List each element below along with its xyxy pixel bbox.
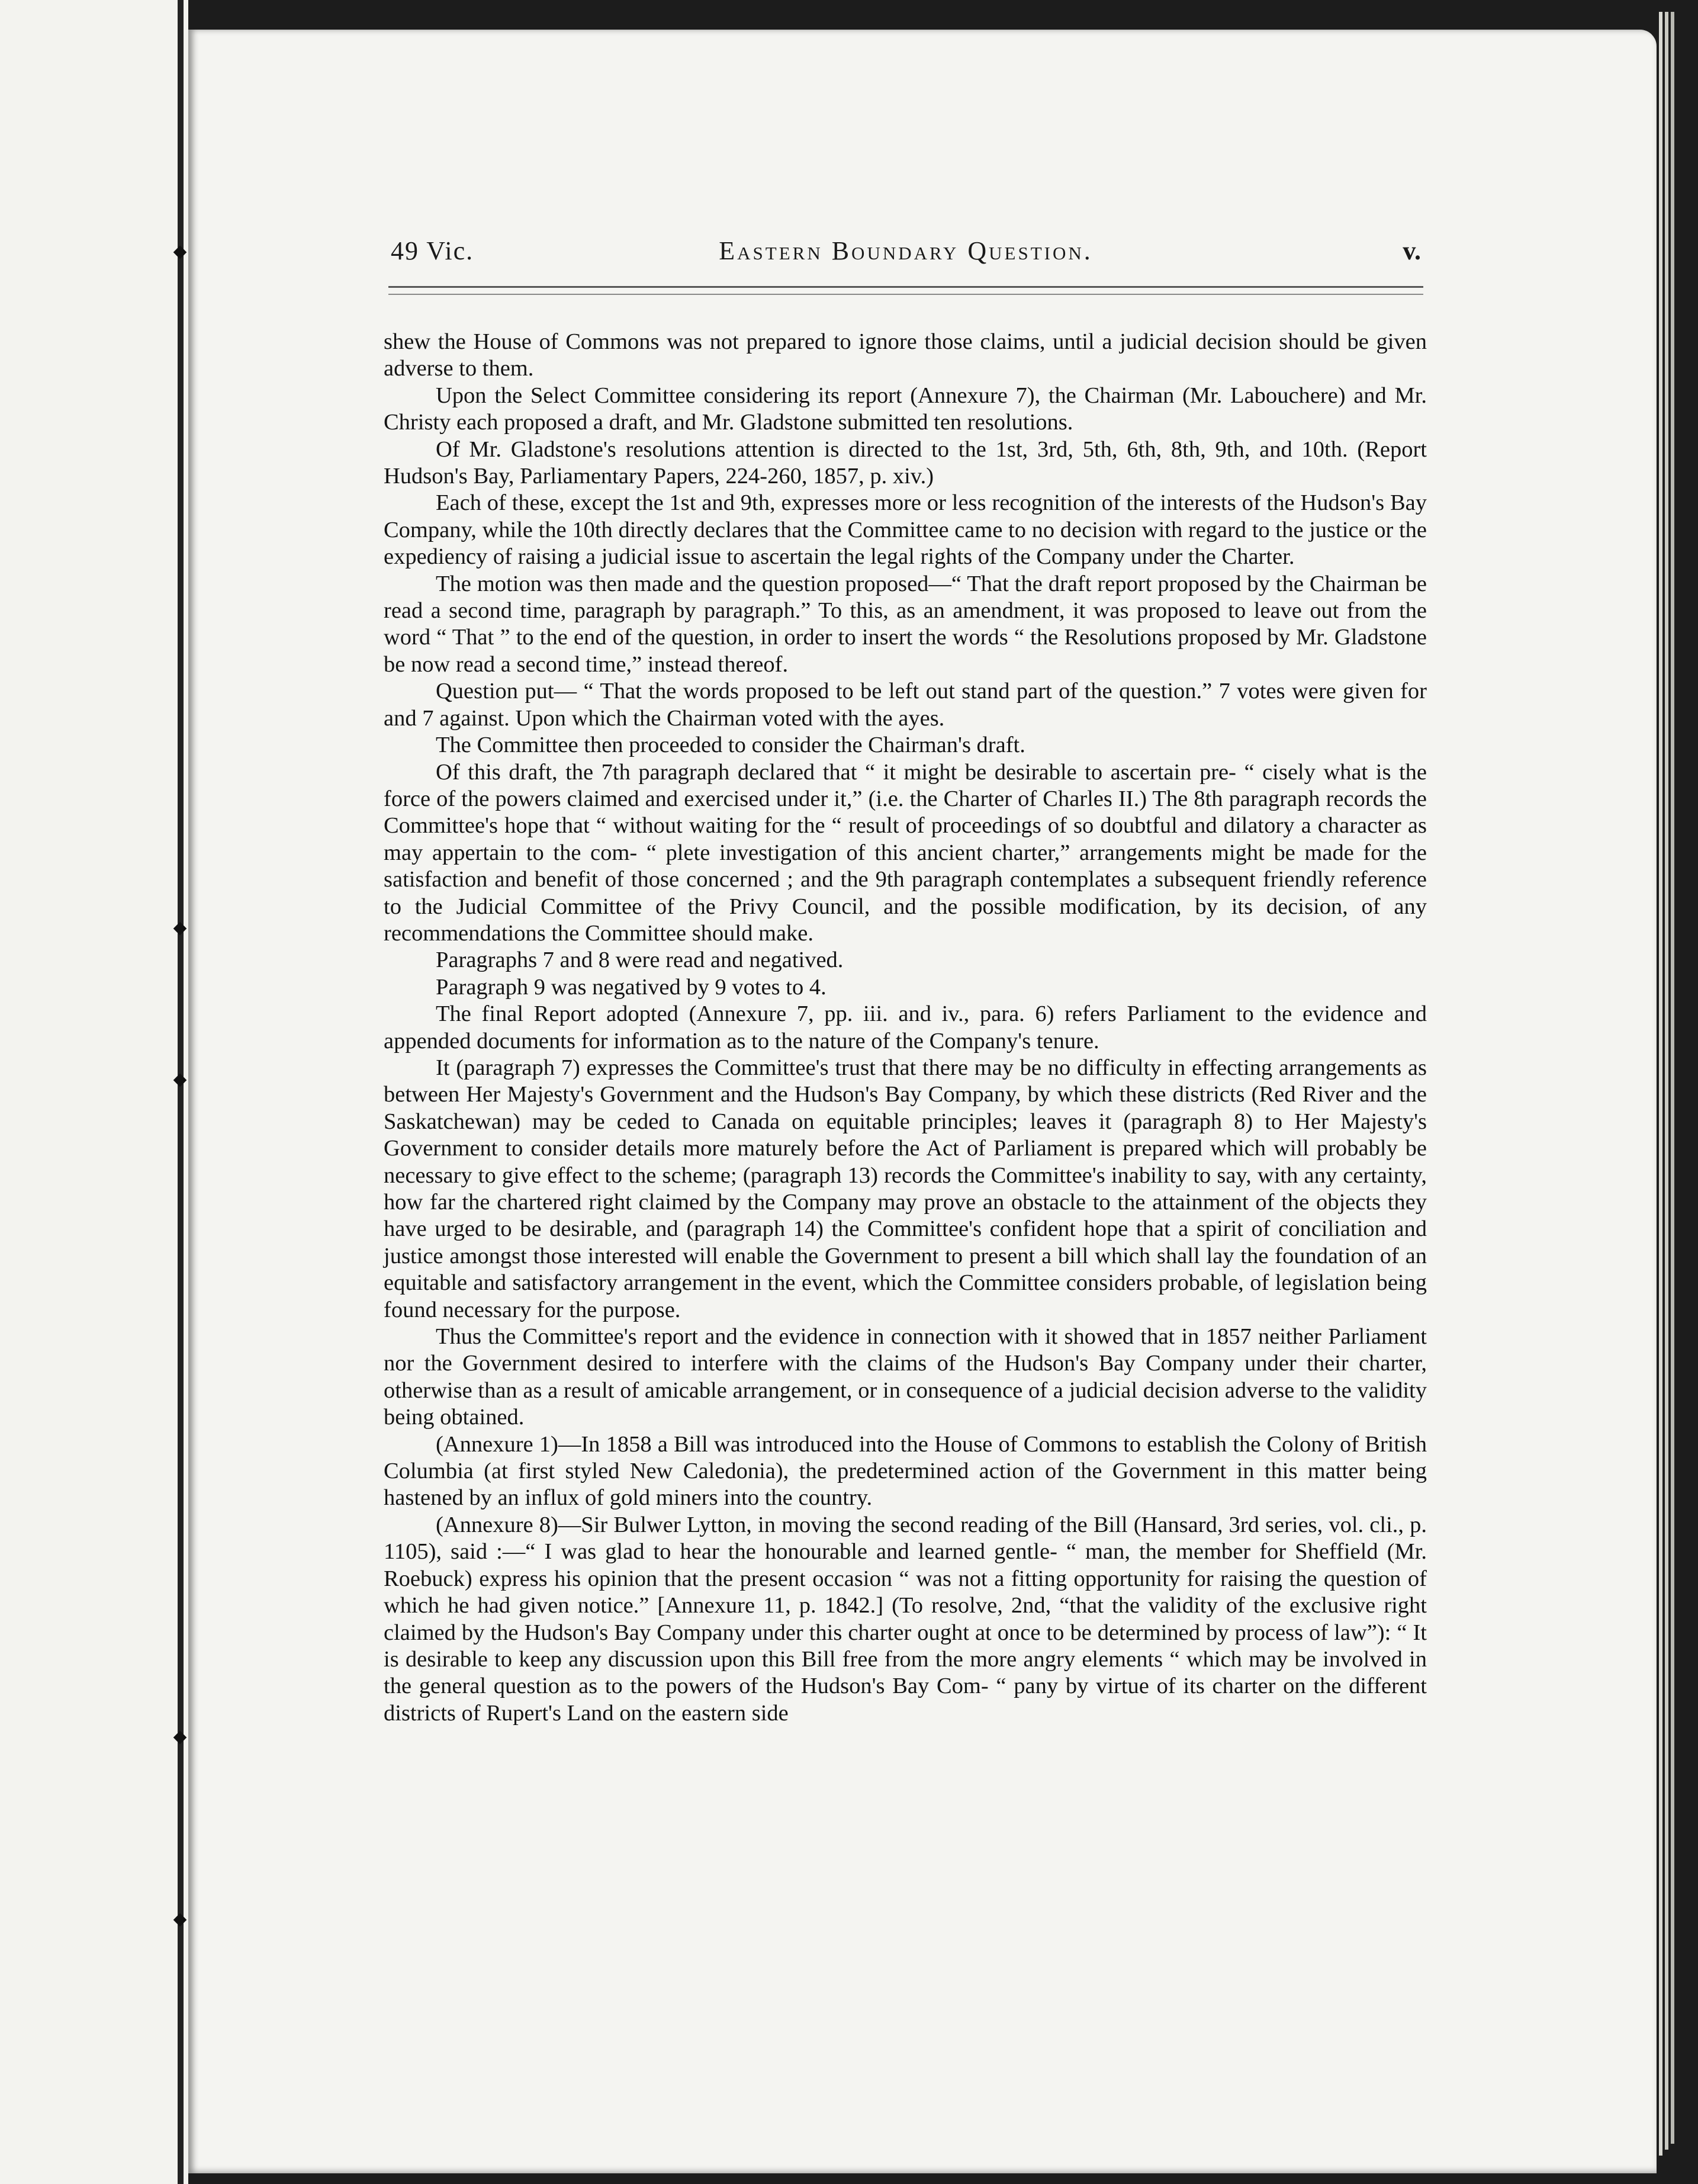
paragraph: It (paragraph 7) expresses the Committee's trust that there may be no difficulty in effecting arrangements as between Her Majesty's Government and the Hudson's Bay Company, by which these districts (Red River and the Saskatchewan) may be ceded to Canada on equitable principles; leaves it (paragraph 8) to Her Majesty's Government to consider details more maturely before the Act of Parliament is prepared which will probably be necessary to give effect to the scheme; (paragraph 13) records the Committee's inability to say, with any certainty, how far the chartered right claimed by the Company may prove an obstacle to the attainment of the objects they have urged to be desirable, and (paragraph 14) the Committee's confident hope that a spirit of conciliation and justice amongst those interested will enable the Government to present a bill which shall lay the foundation of an equitable and satisfactory arrangement in the event, which the Committee considers probable, of legislation being found necessary for the purpose.: [384, 1055, 1427, 1322]
paragraph: The final Report adopted (Annexure 7, pp. iii. and iv., para. 6) refers Parliament to the evidence and appended documents for information as to the nature of the Company's tenure.: [384, 1001, 1427, 1054]
paragraph: Upon the Select Committee considering its report (Annexure 7), the Chairman (Mr. Labouchere) and Mr. Christy each proposed a draft, and Mr. Gladstone submitted ten resolutions.: [384, 383, 1427, 435]
header-title: Eastern Boundary Question.: [719, 236, 1093, 265]
paragraph: Paragraphs 7 and 8 were read and negatived.: [436, 948, 844, 973]
page-edge: [1671, 12, 1674, 2144]
paragraph: Question put— “ That the words proposed to be left out stand part of the question.” 7 votes were given for and 7 against. Upon which the Chairman voted with the ayes.: [384, 679, 1427, 731]
header-rule: [388, 286, 1423, 288]
running-header: [391, 231, 1421, 272]
paragraph: (Annexure 8)—Sir Bulwer Lytton, in moving the second reading of the Bill (Hansard, 3rd series, vol. cli., p. 1105), said :—“ I was glad to hear the honourable and learned gentle- “ man, the member for Sheffield (Mr. Roebuck) express his opinion that the present occasion “ was not a fitting opportunity for raising the question of which he had given notice.” [Annexure 11, p. 1842.] (To resolve, 2nd, “that the validity of the exclusive right claimed by the Hudson's Bay Company under this charter ought at once to be determined by process of law”): “ It is desirable to keep any discussion upon this Bill free from the more angry elements “ which may be involved in the general question as to the powers of the Hudson's Bay Com- “ pany by virtue of its charter on the different districts of Rupert's Land on the eastern side: [384, 1512, 1427, 1726]
header-rule: [388, 294, 1423, 295]
header-page-number: v.: [1403, 236, 1421, 265]
binding-spine: [178, 0, 184, 2184]
paragraph: The motion was then made and the question proposed—“ That the draft report proposed by the Chairman be read a second time, paragraph by paragraph.” To this, as an amendment, it was proposed to leave out from the word “ That ” to the end of the question, in order to insert the words “ the Resolutions proposed by Mr. Gladstone be now read a second time,” instead thereof.: [384, 571, 1427, 677]
paragraph: The Committee then proceeded to consider the Chairman's draft.: [436, 733, 1025, 758]
page-edge: [1665, 12, 1668, 2150]
paragraph: Each of these, except the 1st and 9th, expresses more or less recognition of the interests of the Hudson's Bay Company, while the 10th directly declares that the Committee came to no decision with regard to the justice or the expediency of raising a judicial issue to ascertain the legal rights of the Company under the Charter.: [384, 490, 1427, 570]
paragraph: Of Mr. Gladstone's resolutions attention is directed to the 1st, 3rd, 5th, 6th, 8th, 9th, and 10th. (Report Hudson's Bay, Parliamentary Papers, 224-260, 1857, p. xiv.): [384, 436, 1427, 489]
paragraph: (Annexure 1)—In 1858 a Bill was introduced into the House of Commons to establish the Colony of British Columbia (at first styled New Caledonia), the predetermined action of the Government in this matter being hastened by an influx of gold miners into the country.: [384, 1431, 1427, 1511]
paragraph: Paragraph 9 was negatived by 9 votes to 4.: [436, 974, 827, 1000]
paragraph: Thus the Committee's report and the evidence in connection with it showed that in 1857 neither Parliament nor the Government desired to interfere with the claims of the Hudson's Bay Company under their charter, otherwise than as a result of amicable arrangement, or in consequence of a judicial decision adverse to the validity being obtained.: [384, 1324, 1427, 1430]
paragraph: shew the House of Commons was not prepared to ignore those claims, until a judicial decision should be given adverse to them.: [384, 329, 1427, 381]
paragraph: Of this draft, the 7th paragraph declared that “ it might be desirable to ascertain pre- “ cisely what is the force of the powers claimed and exercised under it,” (i.e. the Charter of Charles II.) The 8th paragraph records the Committee's hope that “ without waiting for the “ result of proceedings of so doubtful and dilatory a character as may appertain to the com- “ plete investigation of this ancient charter,” arrangements might be made for the satisfaction and benefit of those concerned ; and the 9th paragraph contemplates a subsequent friendly reference to the Judicial Committee of the Privy Council, and the possible modification, by its decision, of any recommendations the Committee should make.: [384, 759, 1427, 946]
body-text: [384, 329, 1427, 1727]
binding-margin: [0, 0, 188, 2184]
page-edge: [1659, 12, 1662, 2156]
header-session: 49 Vic.: [391, 236, 474, 265]
